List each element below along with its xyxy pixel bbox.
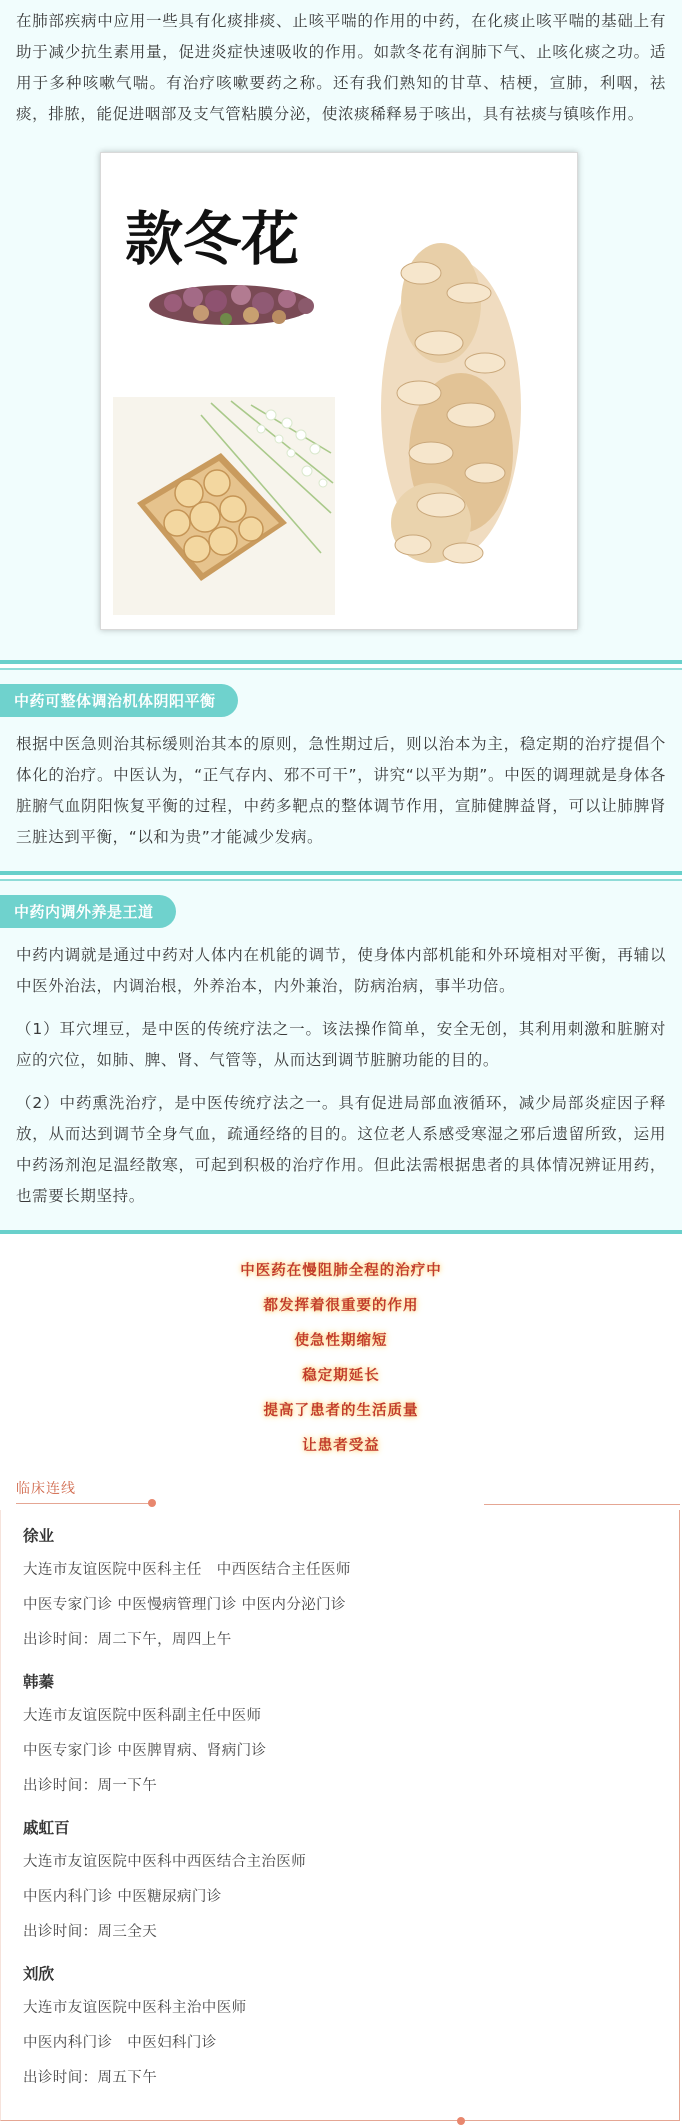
doctor-name: 戚虹百 [23, 1819, 70, 1837]
section-heading: 中药可整体调治机体阴阳平衡 [0, 684, 238, 717]
doctor-clinics: 中医专家门诊 中医脾胃病、肾病门诊 [23, 1743, 267, 1759]
slogan-block [0, 1234, 682, 1470]
section-divider [0, 871, 682, 875]
herb-image [100, 152, 578, 630]
clinic-header [0, 1470, 682, 1510]
doctor-hours: 出诊时间：周一下午 [23, 1778, 158, 1794]
thin-divider [0, 668, 682, 670]
slogan-line: 稳定期延长 [302, 1368, 380, 1384]
intro-paragraph: 在肺部疾病中应用一些具有化痰排痰、止咳平喘的作用的中药，在化痰止咳平喘的基础上有助于减少抗生素用量，促进炎症快速吸收的作用。如款冬花有润肺下气、止咳化痰之功。适用于多种咳嗽气喘。有治疗咳嗽要药之称。还有我们熟知的甘草、桔梗，宣肺，利咽，祛痰，排脓，能促进咽部及支气管粘膜分泌，使浓痰稀释易于咳出，具有祛痰与镇咳作用。 [16, 12, 666, 123]
doctor-hours: 出诊时间：周三全天 [23, 1924, 158, 1940]
doctor-list [0, 1510, 680, 2121]
doctor-title: 大连市友谊医院中医科副主任中医师 [23, 1708, 262, 1724]
thin-divider [0, 879, 682, 881]
section-heading: 中药内调外养是王道 [0, 895, 176, 928]
section-paragraph: 根据中医急则治其标缓则治其本的原则，急性期过后，则以治本为主，稳定期的治疗提倡个体化的治疗。中医认为，“正气存内、邪不可干”，讲究“以平为期”。中医的调理就是身体各脏腑气血阴阳恢复平衡的过程，中药多靶点的整体调节作用，宣肺健脾益肾，可以让肺脾肾三脏达到平衡，“以和为贵”才能减少发病。 [16, 735, 666, 846]
clinic-title: 临床连线 [16, 1481, 76, 1497]
doctor-card [23, 1958, 663, 2096]
doctor-name: 徐业 [23, 1527, 55, 1545]
slogan-line: 都发挥着很重要的作用 [263, 1298, 419, 1314]
slices-photo [113, 397, 335, 615]
section-paragraph: 中药内调就是通过中药对人体内在机能的调节，使身体内部机能和外环境相对平衡，再辅以中医外治法，内调治根，外养治本，内外兼治，防病治病，事半功倍。 [16, 946, 666, 995]
slogan-line: 中医药在慢阻肺全程的治疗中 [240, 1263, 442, 1279]
doctor-title: 大连市友谊医院中医科主任 中西医结合主任医师 [23, 1562, 351, 1578]
doctor-name: 刘欣 [23, 1965, 55, 1983]
intro-block [0, 0, 682, 660]
doctor-card [23, 1666, 663, 1804]
footer-dot [457, 2117, 465, 2125]
doctor-name: 韩蓁 [23, 1673, 55, 1691]
slogan-line: 让患者受益 [302, 1438, 380, 1454]
herb-illustration [101, 153, 577, 629]
header-rule [16, 1503, 152, 1504]
doctor-clinics: 中医内科门诊 中医糖尿病门诊 [23, 1889, 222, 1905]
doctor-card [23, 1520, 663, 1658]
doctor-card [23, 1812, 663, 1950]
header-dot [148, 1499, 156, 1507]
header-rule [484, 1504, 680, 1505]
herb-title: 款冬花 [125, 205, 300, 273]
doctor-title: 大连市友谊医院中医科中西医结合主治医师 [23, 1854, 307, 1870]
slogan-line: 使急性期缩短 [294, 1333, 388, 1349]
section-divider [0, 660, 682, 664]
doctor-clinics: 中医专家门诊 中医慢病管理门诊 中医内分泌门诊 [23, 1597, 346, 1613]
section-paragraph: （1）耳穴埋豆，是中医的传统疗法之一。该法操作简单，安全无创，其利用刺激和脏腑对应的穴位，如肺、脾、肾、气管等，从而达到调节脏腑功能的目的。 [16, 1020, 666, 1069]
flower-pile [149, 285, 314, 325]
section-paragraph: （2）中药熏洗治疗，是中医传统疗法之一。具有促进局部血液循环，减少局部炎症因子释放，从而达到调节全身气血，疏通经络的目的。这位老人系感受寒湿之邪后遗留所致，运用中药汤剂泡足温经散寒，可起到积极的治疗作用。但此法需根据患者的具体情况辨证用药，也需要长期坚持。 [16, 1094, 666, 1205]
doctor-clinics: 中医内科门诊 中医妇科门诊 [23, 2035, 217, 2051]
slogan-line: 提高了患者的生活质量 [263, 1403, 419, 1419]
doctor-hours: 出诊时间：周二下午，周四上午 [23, 1632, 232, 1648]
section-internal-external [0, 879, 682, 1230]
doctor-title: 大连市友谊医院中医科主治中医师 [23, 2000, 247, 2016]
root-pile [381, 243, 521, 563]
doctor-hours: 出诊时间：周五下午 [23, 2070, 158, 2086]
section-balance [0, 668, 682, 871]
